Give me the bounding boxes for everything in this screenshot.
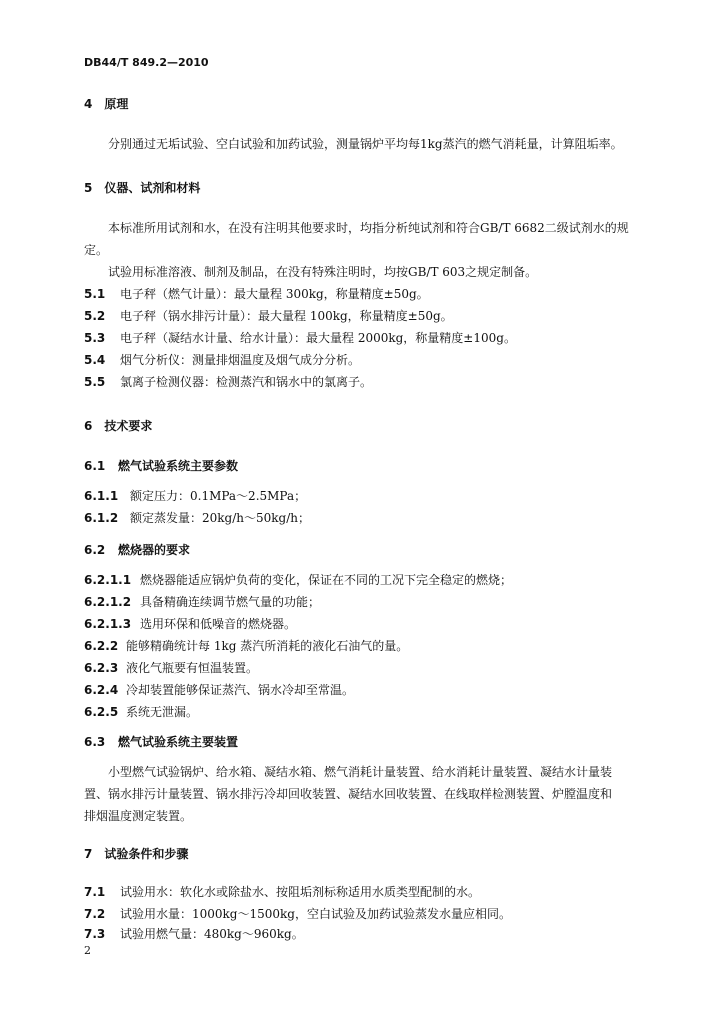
- section-number: 7: [84, 847, 93, 861]
- subsection-6-1-heading: [84, 458, 238, 474]
- clause-5-5: [84, 374, 372, 390]
- clause-number: 6.1.2: [84, 511, 119, 525]
- clause-number: 7.1: [84, 885, 106, 899]
- section-5-paragraph-line: 本标准所用试剂和水，在没有注明其他要求时，均指分析纯试剂和符合GB/T 6682二级试剂水的规: [108, 221, 629, 235]
- section-4-heading: [84, 96, 128, 112]
- clause-number: 6.2.1.2: [84, 595, 132, 609]
- section-title: 试验条件和步骤: [104, 847, 189, 861]
- subsection-6-3-paragraph-line: 小型燃气试验锅炉、给水箱、凝结水箱、燃气消耗计量装置、给水消耗计量装置、凝结水计量装: [108, 765, 613, 779]
- clause-text: 选用环保和低噪音的燃烧器。: [140, 617, 297, 631]
- subsection-title: 燃气试验系统主要参数: [118, 459, 239, 473]
- clause-text: 试验用水量：1000kg～1500kg，空白试验及加药试验蒸发水量应相同。: [120, 907, 511, 921]
- section-5-heading: [84, 180, 200, 196]
- clause-number: 6.2.5: [84, 705, 119, 719]
- clause-6-2-1-2: [84, 594, 320, 610]
- section-number: 4: [84, 97, 93, 111]
- clause-text: 电子秤（锅水排污计量）：最大量程 100kg，称量精度±50g。: [120, 309, 453, 323]
- subsection-6-3-heading: [84, 734, 238, 750]
- clause-number: 6.2.2: [84, 639, 119, 653]
- clause-5-1: [84, 286, 429, 302]
- subsection-6-3-paragraph-line: 排烟温度测定装置。: [84, 809, 193, 823]
- clause-text: 氯离子检测仪器：检测蒸汽和锅水中的氯离子。: [120, 375, 373, 389]
- clause-text: 冷却装置能够保证蒸汽、锅水冷却至常温。: [126, 683, 355, 697]
- section-5-paragraph: 试验用标准溶液、制剂及制品，在没有特殊注明时，均按GB/T 603之规定制备。: [108, 265, 538, 279]
- section-title: 技术要求: [104, 419, 153, 433]
- clause-6-2-1-1: [84, 572, 512, 588]
- section-4-paragraph: 分别通过无垢试验、空白试验和加药试验，测量锅炉平均每1kg蒸汽的燃气消耗量，计算阻垢率。: [108, 137, 623, 151]
- clause-text: 能够精确统计每 1kg 蒸汽所消耗的液化石油气的量。: [126, 639, 409, 653]
- clause-number: 6.2.3: [84, 661, 119, 675]
- clause-text: 电子秤（燃气计量）：最大量程 300kg，称量精度±50g。: [120, 287, 429, 301]
- clause-6-2-2: [84, 638, 408, 654]
- document-id: DB44/T 849.2—2010: [84, 56, 209, 69]
- clause-6-2-5: [84, 704, 198, 720]
- clause-text: 具备精确连续调节燃气量的功能；: [140, 595, 321, 609]
- clause-number: 6.2.1.3: [84, 617, 132, 631]
- clause-6-1-2: [84, 510, 310, 526]
- clause-text: 额定蒸发量：20kg/h～50kg/h；: [130, 511, 310, 525]
- clause-number: 5.2: [84, 309, 106, 323]
- clause-7-1: [84, 884, 480, 900]
- subsection-number: 6.1: [84, 459, 106, 473]
- clause-number: 5.3: [84, 331, 106, 345]
- clause-number: 6.2.1.1: [84, 573, 132, 587]
- clause-number: 5.1: [84, 287, 106, 301]
- clause-6-2-1-3: [84, 616, 296, 632]
- section-6-heading: [84, 418, 152, 434]
- clause-7-3: [84, 926, 304, 942]
- section-title: 仪器、试剂和材料: [104, 181, 201, 195]
- section-5-paragraph-line: 定。: [84, 243, 109, 257]
- clause-number: 6.2.4: [84, 683, 119, 697]
- clause-text: 系统无泄漏。: [126, 705, 199, 719]
- clause-number: 7.3: [84, 927, 106, 941]
- clause-text: 电子秤（凝结水计量、给水计量）：最大量程 2000kg，称量精度±100g。: [120, 331, 516, 345]
- clause-text: 燃烧器能适应锅炉负荷的变化，保证在不同的工况下完全稳定的燃烧；: [140, 573, 513, 587]
- section-number: 6: [84, 419, 93, 433]
- clause-number: 5.5: [84, 375, 106, 389]
- clause-6-1-1: [84, 488, 306, 504]
- clause-text: 试验用燃气量：480kg～960kg。: [120, 927, 304, 941]
- clause-number: 5.4: [84, 353, 106, 367]
- clause-7-2: [84, 906, 511, 922]
- clause-number: 7.2: [84, 907, 106, 921]
- clause-5-3: [84, 330, 516, 346]
- section-title: 原理: [104, 97, 129, 111]
- subsection-number: 6.3: [84, 735, 106, 749]
- clause-text: 试验用水：软化水或除盐水、按阻垢剂标称适用水质类型配制的水。: [120, 885, 481, 899]
- clause-text: 烟气分析仪：测量排烟温度及烟气成分分析。: [120, 353, 361, 367]
- clause-text: 额定压力：0.1MPa～2.5MPa；: [130, 489, 307, 503]
- page-number: 2: [84, 944, 91, 957]
- subsection-number: 6.2: [84, 543, 106, 557]
- section-number: 5: [84, 181, 93, 195]
- clause-6-2-3: [84, 660, 258, 676]
- clause-5-4: [84, 352, 360, 368]
- subsection-6-3-paragraph-line: 置、锅水排污计量装置、锅水排污冷却回收装置、凝结水回收装置、在线取样检测装置、炉膛温度和: [84, 787, 613, 801]
- section-7-heading: [84, 846, 188, 862]
- clause-5-2: [84, 308, 453, 324]
- subsection-title: 燃气试验系统主要装置: [118, 735, 239, 749]
- clause-text: 液化气瓶要有恒温装置。: [126, 661, 259, 675]
- subsection-title: 燃烧器的要求: [118, 543, 191, 557]
- clause-number: 6.1.1: [84, 489, 119, 503]
- subsection-6-2-heading: [84, 542, 190, 558]
- clause-6-2-4: [84, 682, 354, 698]
